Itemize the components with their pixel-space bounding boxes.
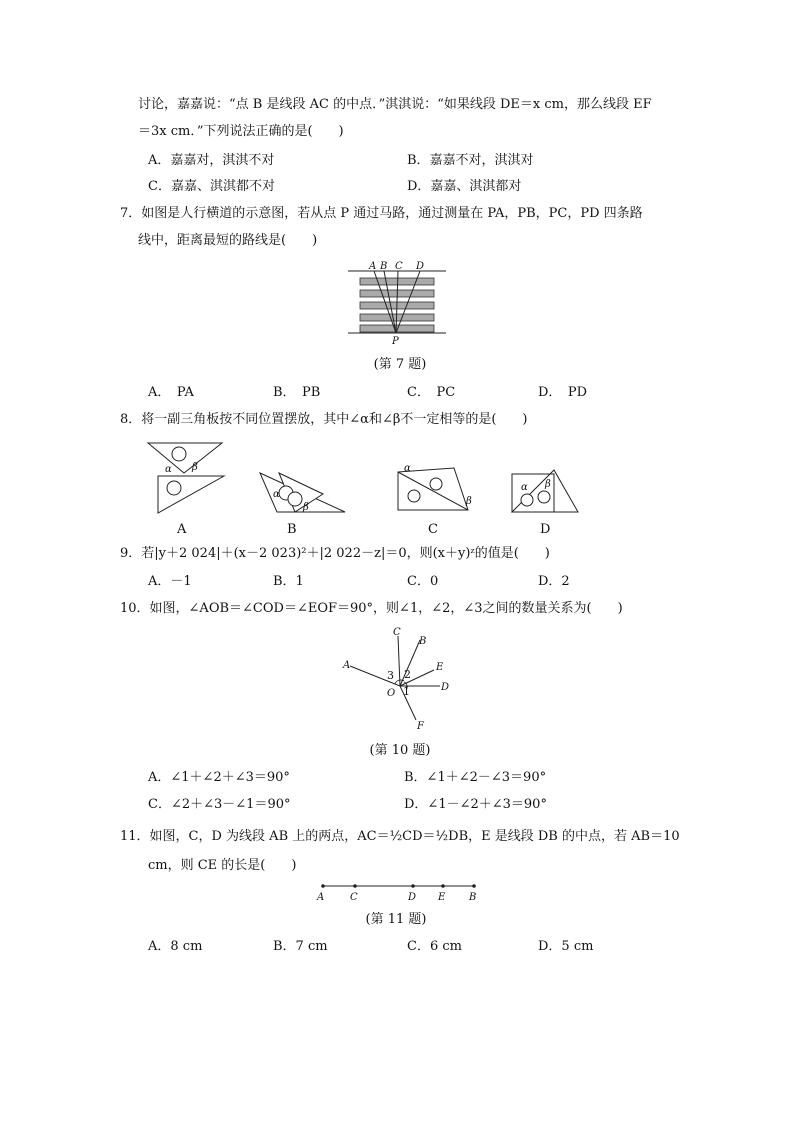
q6-option-a[interactable]: A．嘉嘉对，淇淇不对	[148, 153, 275, 168]
q11-label-c: C	[350, 892, 358, 903]
q7-label-b: B	[380, 261, 388, 272]
q8-figure-d	[508, 462, 584, 518]
q8c-alpha: α	[404, 463, 411, 474]
q10-option-a[interactable]: A．∠1＋∠2＋∠3＝90°	[148, 770, 290, 785]
q6-line2: ＝3x cm．”下列说法正确的是( )	[138, 124, 344, 139]
q10-label-d: D	[441, 682, 450, 693]
q10-label-1: 1	[403, 685, 410, 698]
q6-option-b[interactable]: B．嘉嘉不对，淇淇对	[407, 153, 534, 168]
q7-crosswalk-figure	[340, 258, 460, 348]
q8-sub-label-c: C	[428, 522, 438, 537]
q11-option-a[interactable]: A．8 cm	[148, 939, 203, 954]
q11-line2: cm，则 CE 的长是( )	[148, 858, 297, 873]
q9-option-d[interactable]: D．2	[538, 574, 570, 589]
q11-label-a: A	[317, 892, 325, 903]
q10-label-3: 3	[387, 669, 394, 682]
q8b-alpha: α	[273, 489, 280, 500]
q7-caption: (第 7 题)	[373, 357, 427, 372]
q9-line1: 9．若|y＋2 024|＋(x－2 023)²＋|2 022－z|＝0，则(x＋y)ᶻ的值是( )	[120, 546, 550, 561]
q10-label-2: 2	[404, 668, 411, 681]
q8b-beta: β	[303, 502, 309, 513]
q8-line1: 8．将一副三角板按不同位置摆放，其中∠α和∠β不一定相等的是( )	[120, 412, 528, 427]
q8-sub-label-a: A	[177, 522, 187, 537]
q11-label-d: D	[408, 892, 417, 903]
q11-label-e: E	[438, 892, 446, 903]
q10-label-b: B	[419, 636, 427, 647]
q7-line1: 7．如图是人行横道的示意图，若从点 P 通过马路，通过测量在 PA，PB，PC，PD 四条路	[120, 206, 643, 221]
q8-sub-label-b: B	[287, 522, 297, 537]
q8c-beta: β	[466, 496, 472, 507]
q11-option-c[interactable]: C．6 cm	[407, 939, 462, 954]
q7-label-p: P	[392, 336, 399, 347]
q11-option-d[interactable]: D．5 cm	[538, 939, 594, 954]
q8d-alpha: α	[521, 482, 528, 493]
q10-option-b[interactable]: B．∠1＋∠2－∠3＝90°	[404, 770, 547, 785]
q9-option-b[interactable]: B．1	[273, 574, 304, 589]
q10-label-o: O	[387, 688, 396, 699]
q10-label-c: C	[393, 627, 401, 638]
q11-segment-figure	[312, 878, 492, 908]
q6-option-d[interactable]: D．嘉嘉、淇淇都对	[407, 179, 522, 194]
q9-option-c[interactable]: C．0	[407, 574, 439, 589]
q8-sub-label-d: D	[540, 522, 551, 537]
q10-label-a: A	[343, 660, 351, 671]
q10-label-e: E	[436, 662, 444, 673]
q11-label-b: B	[469, 892, 477, 903]
q11-caption: (第 11 题)	[365, 912, 427, 927]
q10-caption: (第 10 题)	[369, 743, 431, 758]
q10-line1: 10．如图，∠AOB＝∠COD＝∠EOF＝90°，则∠1，∠2，∠3之间的数量关系为( )	[120, 601, 623, 616]
q10-angle-figure	[340, 624, 460, 736]
q7-option-c[interactable]: C． PC	[407, 385, 456, 400]
q11-line1: 11．如图，C，D 为线段 AB 上的两点，AC＝½CD＝½DB，E 是线段 DB 的中点，若 AB＝10	[120, 829, 680, 844]
q8-figure-b	[257, 468, 349, 518]
q11-option-b[interactable]: B．7 cm	[273, 939, 328, 954]
q7-label-d: D	[416, 261, 425, 272]
q8a-alpha: α	[165, 464, 172, 475]
q6-line1: 讨论，嘉嘉说：“点 B 是线段 AC 的中点．”淇淇说：“如果线段 DE＝x cm，那么线段 EF	[138, 97, 652, 112]
q7-label-a: A	[369, 261, 377, 272]
q10-option-c[interactable]: C．∠2＋∠3－∠1＝90°	[148, 797, 291, 812]
q7-label-c: C	[395, 261, 403, 272]
q8d-beta: β	[545, 479, 551, 490]
q8-figure-c	[396, 462, 476, 518]
q8-figure-a	[146, 440, 228, 518]
q7-option-a[interactable]: A． PA	[148, 385, 194, 400]
q7-line2: 线中，距离最短的路线是( )	[138, 233, 318, 248]
q9-option-a[interactable]: A．－1	[148, 574, 192, 589]
q7-option-b[interactable]: B． PB	[273, 385, 321, 400]
q6-option-c[interactable]: C．嘉嘉、淇淇都不对	[148, 179, 275, 194]
q10-label-f: F	[417, 721, 424, 732]
q7-option-d[interactable]: D． PD	[538, 385, 588, 400]
q10-option-d[interactable]: D．∠1－∠2＋∠3＝90°	[404, 797, 547, 812]
q8a-beta: β	[192, 462, 198, 473]
